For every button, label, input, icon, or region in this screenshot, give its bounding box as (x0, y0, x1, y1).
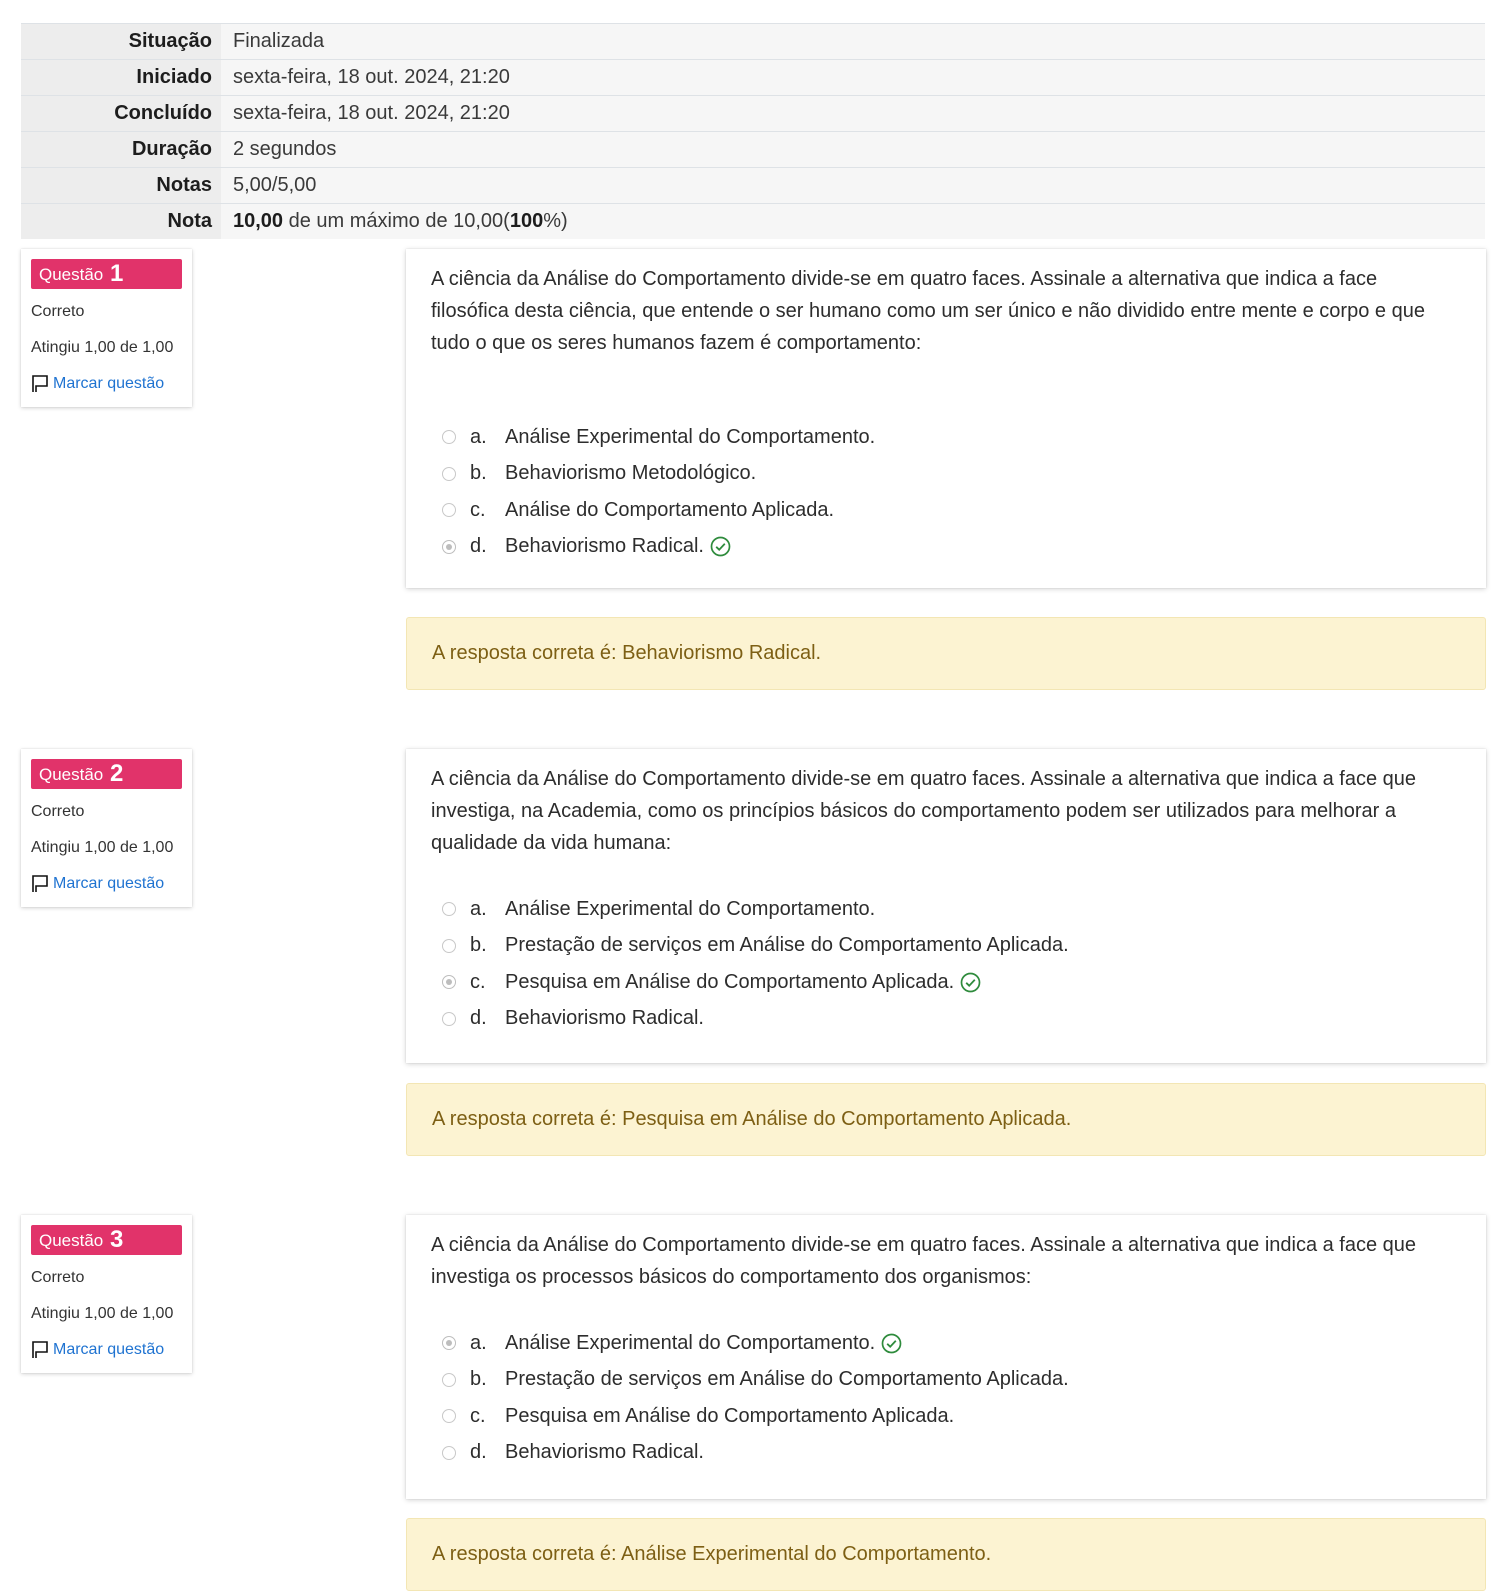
summary-row-grade (21, 203, 1485, 239)
option-text: Análise do Comportamento Aplicada. (505, 498, 835, 521)
answer-options (442, 891, 1069, 1037)
summary-row-completed (21, 95, 1485, 131)
question-number-badge (31, 1225, 182, 1255)
grade-middle: de um máximo de 10,00( (283, 210, 510, 232)
question-text: A ciência da Análise do Comportamento divide-se em quatro faces. Assinale a alternativa que indica a face que investiga os processos básicos do comportamento dos organismos: (431, 1234, 1417, 1288)
flag-icon (31, 874, 50, 893)
correct-answer-feedback: A resposta correta é: Análise Experimental do Comportamento. (406, 1518, 1486, 1591)
answer-option-c[interactable] (442, 964, 1069, 1001)
option-text: Pesquisa em Análise do Comportamento Aplicada. (505, 970, 955, 993)
option-text: Análise Experimental do Comportamento. (505, 425, 876, 448)
flag-icon (31, 1340, 50, 1359)
summary-value: Finalizada (221, 24, 1485, 59)
grade-suffix: %) (543, 210, 568, 232)
option-letter: c. (470, 498, 486, 521)
radio-button[interactable] (442, 1409, 456, 1423)
option-letter: d. (470, 1007, 487, 1030)
option-text: Behaviorismo Radical. (505, 1441, 704, 1464)
grade-percent: 100 (509, 210, 544, 232)
question-badge-label: Questão (39, 765, 104, 784)
question-number-badge (31, 759, 182, 789)
radio-button[interactable] (442, 1012, 456, 1026)
summary-label: Duração (21, 132, 221, 167)
radio-button[interactable] (442, 503, 456, 517)
flag-question-link[interactable] (31, 1340, 164, 1359)
option-letter: a. (470, 1331, 487, 1354)
summary-label: Situação (21, 24, 221, 59)
question-number: 2 (110, 760, 124, 787)
question-state: Correto (31, 303, 85, 320)
summary-value: 2 segundos (221, 132, 1485, 167)
question-grade: Atingiu 1,00 de 1,00 (31, 1305, 174, 1322)
radio-button[interactable] (442, 902, 456, 916)
option-text: Behaviorismo Radical. (505, 1007, 704, 1030)
answer-option-d[interactable] (442, 1001, 1069, 1038)
answer-option-d[interactable] (442, 1435, 1069, 1472)
question-info-2 (21, 749, 192, 907)
answer-option-a[interactable] (442, 419, 875, 456)
option-text: Prestação de serviços em Análise do Comportamento Aplicada. (505, 1368, 1069, 1391)
correct-answer-feedback: A resposta correta é: Pesquisa em Análise do Comportamento Aplicada. (406, 1083, 1486, 1156)
summary-row-duration (21, 131, 1485, 167)
answer-option-b[interactable] (442, 928, 1069, 965)
summary-label: Iniciado (21, 60, 221, 95)
option-text: Behaviorismo Radical. (505, 535, 704, 558)
option-letter: b. (470, 462, 487, 485)
option-text: Análise Experimental do Comportamento. (505, 1331, 876, 1354)
radio-button[interactable] (442, 939, 456, 953)
flag-question-label: Marcar questão (53, 874, 165, 892)
attempt-summary-table (21, 23, 1485, 239)
summary-row-state (21, 23, 1485, 59)
option-letter: b. (470, 1368, 487, 1391)
option-text: Prestação de serviços em Análise do Comportamento Aplicada. (505, 934, 1069, 957)
flag-question-link[interactable] (31, 374, 164, 393)
answer-option-d[interactable] (442, 529, 875, 566)
option-letter: d. (470, 535, 487, 558)
summary-label: Notas (21, 168, 221, 203)
question-info-1 (21, 249, 192, 407)
summary-label: Nota (21, 204, 221, 239)
question-state: Correto (31, 803, 85, 820)
grade-score: 10,00 (233, 210, 284, 232)
check-circle-icon (960, 972, 981, 993)
option-letter: c. (470, 1404, 486, 1427)
summary-value: sexta-feira, 18 out. 2024, 21:20 (221, 60, 1485, 95)
summary-label: Concluído (21, 96, 221, 131)
answer-options (442, 1325, 1069, 1471)
correct-answer-feedback: A resposta correta é: Behaviorismo Radical. (406, 617, 1486, 690)
flag-question-label: Marcar questão (53, 374, 165, 392)
question-state: Correto (31, 1269, 85, 1286)
answer-options (442, 419, 875, 565)
question-grade: Atingiu 1,00 de 1,00 (31, 839, 174, 856)
answer-option-a[interactable] (442, 891, 1069, 928)
summary-grade-value (221, 204, 1485, 239)
answer-option-b[interactable] (442, 1362, 1069, 1399)
check-circle-icon (710, 536, 731, 557)
option-text: Análise Experimental do Comportamento. (505, 897, 876, 920)
answer-option-c[interactable] (442, 1398, 1069, 1435)
radio-button-selected[interactable] (442, 540, 456, 554)
radio-button-selected[interactable] (442, 1336, 456, 1350)
question-info-3 (21, 1215, 192, 1373)
question-number-badge (31, 259, 182, 289)
radio-button-selected[interactable] (442, 975, 456, 989)
answer-option-c[interactable] (442, 492, 875, 529)
question-card-2 (406, 749, 1486, 1063)
question-text: A ciência da Análise do Comportamento divide-se em quatro faces. Assinale a alternativa que indica a face que investiga, na Academia, como os princípios básicos do comportamento podem ser utilizados para melhorar a qualidade da vida humana: (431, 768, 1417, 854)
answer-option-b[interactable] (442, 456, 875, 493)
radio-button[interactable] (442, 1373, 456, 1387)
option-letter: d. (470, 1441, 487, 1464)
radio-button[interactable] (442, 430, 456, 444)
radio-button[interactable] (442, 1446, 456, 1460)
summary-row-started (21, 59, 1485, 95)
option-letter: a. (470, 425, 487, 448)
radio-button[interactable] (442, 467, 456, 481)
question-number: 3 (110, 1226, 124, 1253)
question-card-1 (406, 249, 1486, 588)
option-letter: a. (470, 897, 487, 920)
summary-value: 5,00/5,00 (221, 168, 1485, 203)
flag-icon (31, 374, 50, 393)
question-badge-label: Questão (39, 265, 104, 284)
flag-question-label: Marcar questão (53, 1340, 165, 1358)
summary-value: sexta-feira, 18 out. 2024, 21:20 (221, 96, 1485, 131)
option-letter: c. (470, 970, 486, 993)
option-letter: b. (470, 934, 487, 957)
flag-question-link[interactable] (31, 874, 164, 893)
check-circle-icon (881, 1333, 902, 1354)
option-text: Behaviorismo Metodológico. (505, 462, 757, 485)
summary-row-marks (21, 167, 1485, 203)
question-text: A ciência da Análise do Comportamento divide-se em quatro faces. Assinale a alternativa que indica a face filosófica desta ciência, que entende o ser humano como um ser único e não dividido entre mente e corpo e que tudo o que os seres humanos fazem é comportamento: (431, 268, 1425, 354)
question-number: 1 (110, 260, 124, 287)
answer-option-a[interactable] (442, 1325, 1069, 1362)
question-grade: Atingiu 1,00 de 1,00 (31, 339, 174, 356)
option-text: Pesquisa em Análise do Comportamento Aplicada. (505, 1404, 955, 1427)
question-card-3 (406, 1215, 1486, 1499)
question-badge-label: Questão (39, 1231, 104, 1250)
